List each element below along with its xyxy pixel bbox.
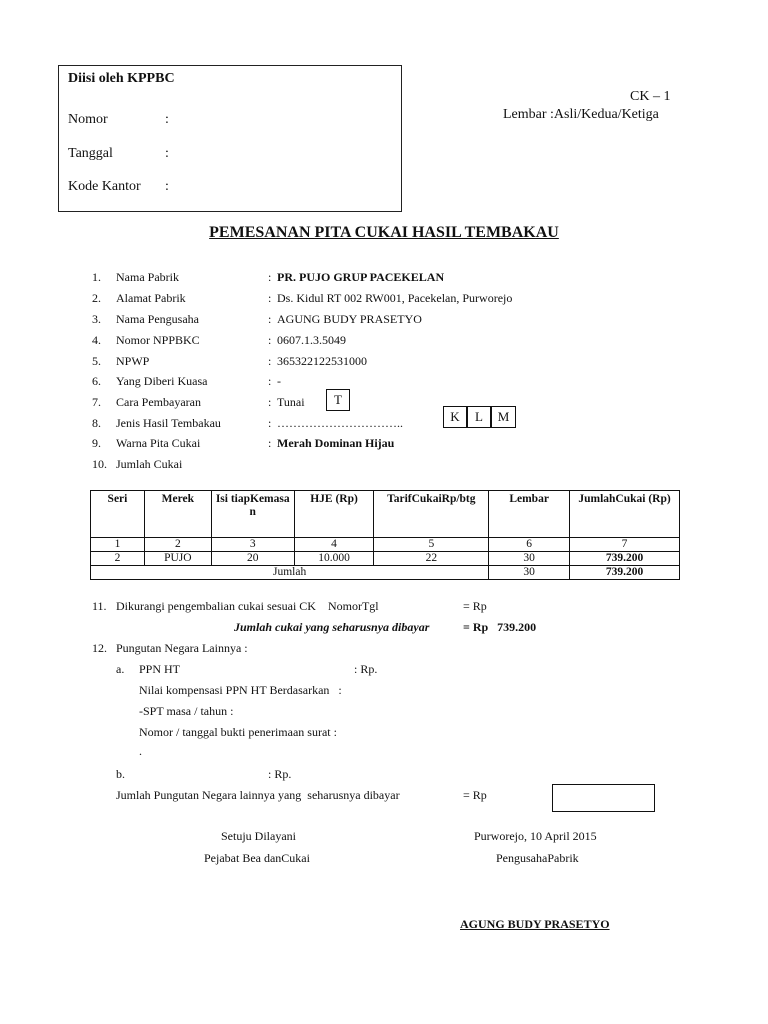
table-cell: 20 xyxy=(211,552,294,566)
jumlah-cukai-label: Jumlah cukai yang seharusnya dibayar xyxy=(234,620,430,634)
table-cell: 6 xyxy=(489,538,570,552)
col-header-seri: Seri xyxy=(91,491,145,538)
ppn-ht-rp: : Rp. xyxy=(354,662,378,676)
item-value-pengusaha: AGUNG BUDY PRASETYO xyxy=(277,312,422,326)
item-sep: : xyxy=(268,270,272,284)
item-num: 4. xyxy=(92,333,101,347)
jumlah-pungutan-eq: = Rp xyxy=(463,788,487,802)
item-label: Jumlah Cukai xyxy=(116,457,183,471)
item-sep: : xyxy=(268,416,272,430)
col-header-merek: Merek xyxy=(144,491,211,538)
item-num: 5. xyxy=(92,354,101,368)
kppbc-nomor-sep: : xyxy=(165,112,169,127)
item11-eq: = Rp xyxy=(463,599,487,613)
place-date: Purworejo, 10 April 2015 xyxy=(474,829,597,843)
item12-text: Pungutan Negara Lainnya : xyxy=(116,641,248,655)
total-amount: 739.200 xyxy=(570,566,680,580)
total-lembar: 30 xyxy=(489,566,570,580)
jumlah-cukai-value: = Rp 739.200 xyxy=(463,620,537,634)
kppbc-tanggal-label: Tanggal xyxy=(68,146,113,161)
table-cell: 4 xyxy=(294,538,374,552)
bukti-label: Nomor / tanggal bukti penerimaan surat : xyxy=(139,725,337,739)
table-row xyxy=(91,538,680,552)
item12-a-label: a. xyxy=(116,662,125,676)
item-label: Alamat Pabrik xyxy=(116,291,186,305)
table-cell: 22 xyxy=(374,552,489,566)
item-num: 2. xyxy=(92,291,101,305)
table-cell: 10.000 xyxy=(294,552,374,566)
item12-num: 12. xyxy=(92,641,107,655)
kppbc-tanggal-sep: : xyxy=(165,146,169,161)
item12-b-rp: : Rp. xyxy=(268,767,292,781)
table-header-row xyxy=(91,491,680,538)
item-num: 8. xyxy=(92,416,101,430)
lembar-label: Lembar :Asli/Kedua/Ketiga xyxy=(503,107,659,122)
col-header-isi: Isi tiapKemasan xyxy=(211,491,294,538)
type-code-box: L xyxy=(467,406,491,428)
type-code-box: M xyxy=(491,406,516,428)
setuju-dilayani: Setuju Dilayani xyxy=(221,829,296,843)
pejabat-label: Pejabat Bea danCukai xyxy=(204,851,310,865)
total-label: Jumlah xyxy=(91,566,489,580)
item-value-kuasa: - xyxy=(277,374,281,388)
item-value-nppbkc: 0607.1.3.5049 xyxy=(277,333,346,347)
item-label: Cara Pembayaran xyxy=(116,395,201,409)
col-header-tarif: TarifCukaiRp/btg xyxy=(374,491,489,538)
kppbc-kode-kantor-sep: : xyxy=(165,179,169,194)
col-header-lembar: Lembar xyxy=(489,491,570,538)
item-num: 6. xyxy=(92,374,101,388)
type-code-box: K xyxy=(443,406,467,428)
item11-text: Dikurangi pengembalian cukai sesuai CK NomorTgl xyxy=(116,599,379,613)
table-cell: 739.200 xyxy=(570,552,680,566)
item-sep: : xyxy=(268,291,272,305)
table-cell: 30 xyxy=(489,552,570,566)
table-total-row xyxy=(91,566,680,580)
item-sep: : xyxy=(268,374,272,388)
table-cell: 3 xyxy=(211,538,294,552)
signatory-name: AGUNG BUDY PRASETYO xyxy=(460,917,610,931)
item-num: 1. xyxy=(92,270,101,284)
table-cell: PUJO xyxy=(144,552,211,566)
item-sep: : xyxy=(268,354,272,368)
kompensasi-label: Nilai kompensasi PPN HT Berdasarkan : xyxy=(139,683,342,697)
kppbc-heading: Diisi oleh KPPBC xyxy=(68,71,175,86)
item-num: 10. xyxy=(92,457,107,471)
item-label: Yang Diberi Kuasa xyxy=(116,374,208,388)
item-sep: : xyxy=(268,312,272,326)
form-code: CK – 1 xyxy=(630,89,671,104)
jumlah-pungutan-label: Jumlah Pungutan Negara lainnya yang seharusnya dibayar xyxy=(116,788,400,802)
table-cell: 2 xyxy=(91,552,145,566)
col-header-hje: HJE (Rp) xyxy=(294,491,374,538)
spt-label: -SPT masa / tahun : xyxy=(139,704,234,718)
item12-b-label: b. xyxy=(116,767,125,781)
page-title: PEMESANAN PITA CUKAI HASIL TEMBAKAU xyxy=(209,224,559,241)
col-header-jumlah: JumlahCukai (Rp) xyxy=(570,491,680,538)
item-sep: : xyxy=(268,395,272,409)
payment-code-box: T xyxy=(326,389,350,411)
pengusaha-label: PengusahaPabrik xyxy=(496,851,579,865)
cukai-table xyxy=(90,490,680,580)
item-label: Jenis Hasil Tembakau xyxy=(116,416,221,430)
table-row xyxy=(91,552,680,566)
item-num: 7. xyxy=(92,395,101,409)
jumlah-pungutan-box xyxy=(552,784,655,812)
item-label: Nama Pabrik xyxy=(116,270,179,284)
item11-num: 11. xyxy=(92,599,107,613)
bukti-dot: . xyxy=(139,744,142,758)
item-label: Nomor NPPBKC xyxy=(116,333,200,347)
table-cell: 7 xyxy=(570,538,680,552)
item-sep: : xyxy=(268,436,272,450)
table-cell: 1 xyxy=(91,538,145,552)
item-value-npwp: 365322122531000 xyxy=(277,354,367,368)
ppn-ht-label: PPN HT xyxy=(139,662,181,676)
table-cell: 2 xyxy=(144,538,211,552)
item-value-warna: Merah Dominan Hijau xyxy=(277,436,395,450)
item-sep: : xyxy=(268,333,272,347)
table-cell: 5 xyxy=(374,538,489,552)
item-num: 9. xyxy=(92,436,101,450)
item-value-jenis: ………………………….. xyxy=(277,416,403,430)
item-label: Warna Pita Cukai xyxy=(116,436,201,450)
item-num: 3. xyxy=(92,312,101,326)
item-value-alamat: Ds. Kidul RT 002 RW001, Pacekelan, Purworejo xyxy=(277,291,513,305)
kppbc-kode-kantor-label: Kode Kantor xyxy=(68,179,141,194)
item-value-pembayaran: Tunai xyxy=(277,395,305,409)
item-label: Nama Pengusaha xyxy=(116,312,199,326)
kppbc-nomor-label: Nomor xyxy=(68,112,108,127)
item-label: NPWP xyxy=(116,354,150,368)
item-value-nama-pabrik: PR. PUJO GRUP PACEKELAN xyxy=(277,270,445,284)
